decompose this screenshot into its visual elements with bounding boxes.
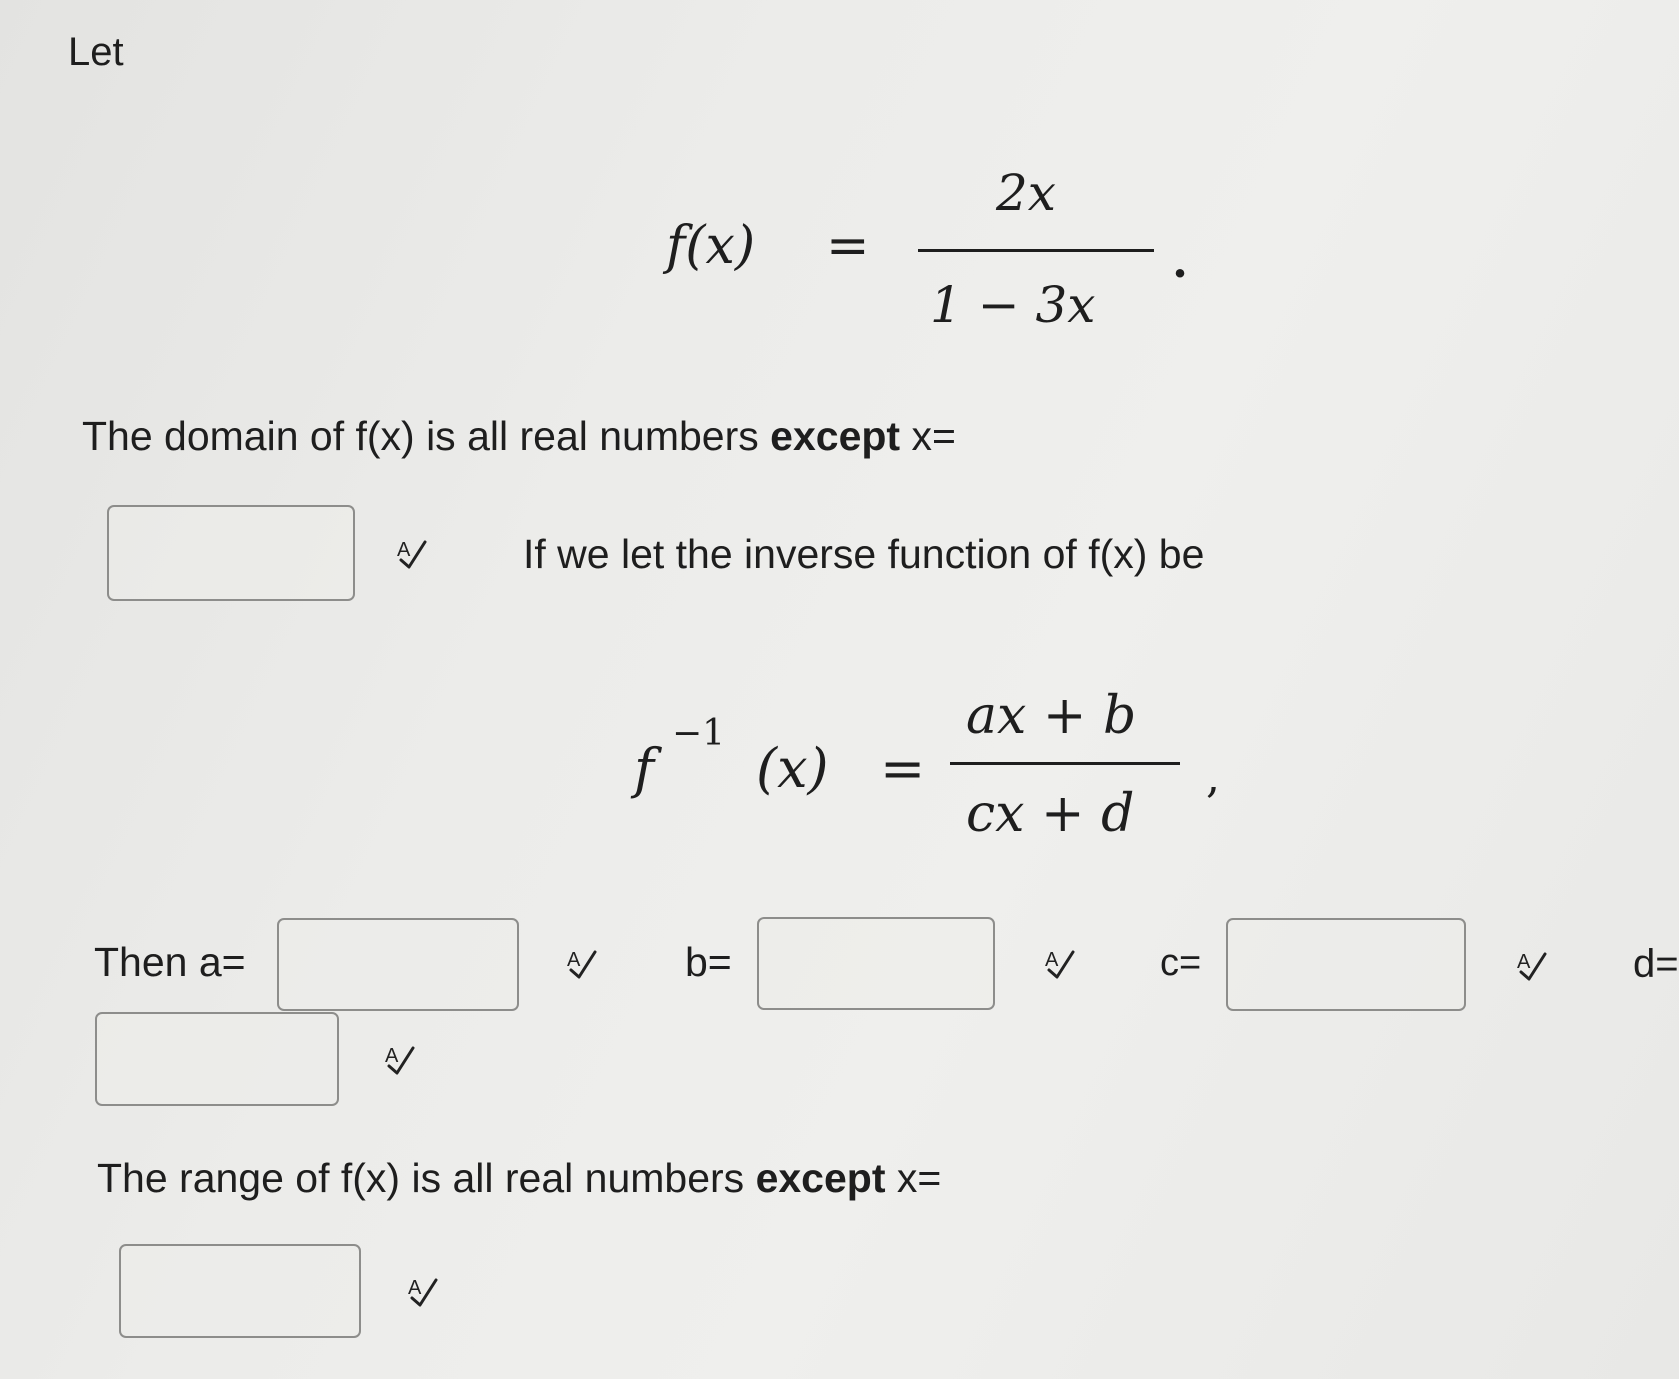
spell-check-icon[interactable] <box>1043 946 1077 980</box>
d-answer-input[interactable] <box>95 1012 339 1106</box>
function-denominator: 1 − 3x <box>930 276 1096 334</box>
then-a-label: Then a= <box>94 939 246 985</box>
function-fraction-bar <box>918 249 1154 252</box>
domain-question <box>82 413 956 459</box>
spell-check-icon[interactable] <box>383 1042 417 1076</box>
inverse-intro: If we let the inverse function of f(x) be <box>523 531 1205 577</box>
svg-text:A: A <box>397 539 411 561</box>
inverse-lhs-f: f <box>634 737 654 800</box>
svg-text:A: A <box>567 949 581 971</box>
inverse-numerator: ax + b <box>966 686 1137 746</box>
d-label: d= <box>1633 942 1679 986</box>
inverse-lhs-arg: (x) <box>756 737 829 800</box>
domain-question-prefix: The domain of f(x) is all real numbers <box>82 413 759 459</box>
let-label: Let <box>68 30 124 74</box>
b-label: b= <box>685 939 732 985</box>
svg-text:A: A <box>385 1045 399 1067</box>
domain-answer-input[interactable] <box>107 505 355 601</box>
range-question <box>97 1155 942 1201</box>
inverse-fraction-bar <box>950 762 1180 765</box>
inverse-comma: , <box>1206 752 1220 803</box>
domain-question-suffix: x= <box>911 413 956 459</box>
function-period: . <box>1172 234 1189 288</box>
svg-text:A: A <box>1517 951 1531 973</box>
c-answer-input[interactable] <box>1226 918 1466 1011</box>
svg-text:A: A <box>408 1277 422 1299</box>
inverse-equals: = <box>880 737 926 800</box>
range-answer-input[interactable] <box>119 1244 361 1338</box>
inverse-denominator: cx + d <box>966 784 1135 844</box>
spell-check-icon[interactable] <box>406 1274 440 1308</box>
function-numerator: 2x <box>996 164 1057 222</box>
c-label: c= <box>1160 942 1202 984</box>
function-lhs: f(x) <box>666 216 756 276</box>
function-equals: = <box>826 216 870 276</box>
spell-check-icon[interactable] <box>1515 948 1549 982</box>
spell-check-icon[interactable] <box>395 536 429 570</box>
range-question-suffix: x= <box>896 1155 942 1201</box>
domain-question-emphasis: except <box>770 413 901 459</box>
spell-check-icon[interactable] <box>565 946 599 980</box>
b-answer-input[interactable] <box>757 917 995 1010</box>
range-question-emphasis: except <box>755 1155 886 1201</box>
inverse-lhs-exponent: −1 <box>672 713 726 754</box>
a-answer-input[interactable] <box>277 918 519 1011</box>
range-question-prefix: The range of f(x) is all real numbers <box>97 1155 745 1201</box>
svg-text:A: A <box>1045 949 1059 971</box>
